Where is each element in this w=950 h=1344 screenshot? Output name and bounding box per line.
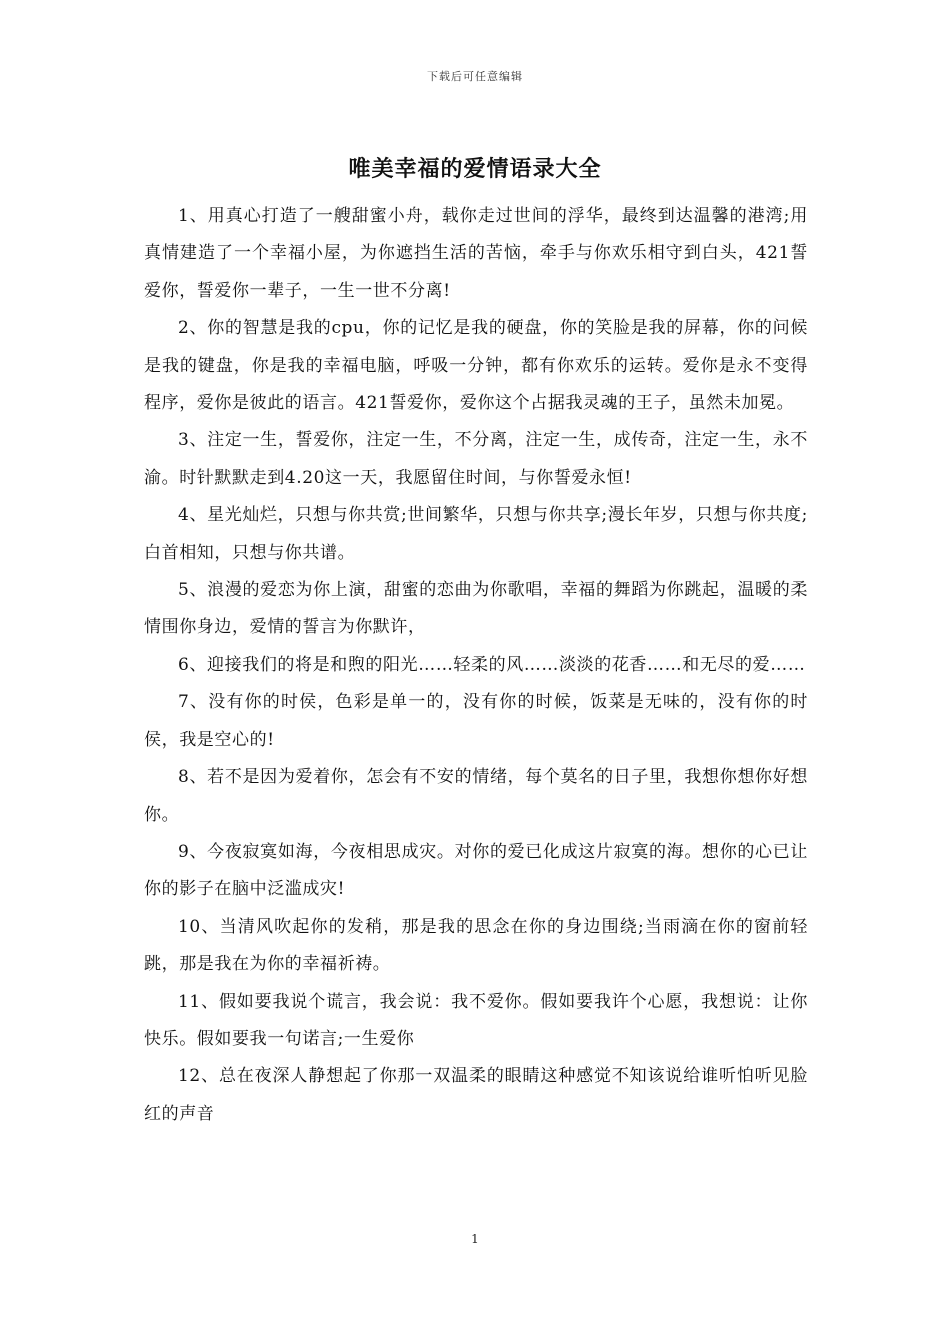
page-number: 1	[471, 1232, 479, 1246]
paragraph-9: 9、今夜寂寞如海，今夜相思成灾。对你的爱已化成这片寂寞的海。想你的心已让你的影子在脑中泛滥成灾!	[144, 841, 808, 900]
paragraph-10: 10、当清风吹起你的发稍，那是我的思念在你的身边围绕;当雨滴在你的窗前轻跳，那是我在为你的幸福祈祷。	[144, 916, 808, 975]
paragraph-3: 3、注定一生，誓爱你，注定一生，不分离，注定一生，成传奇，注定一生，永不渝。时针默默走到4.20这一天，我愿留住时间，与你誓爱永恒!	[144, 430, 808, 488]
paragraph-8: 8、若不是因为爱着你，怎会有不安的情绪，每个莫名的日子里，我想你想你好想你。	[144, 767, 808, 825]
document-title: 唯美幸福的爱情语录大全	[348, 156, 602, 182]
paragraph-7: 7、没有你的时侯，色彩是单一的，没有你的时候，饭菜是无味的，没有你的时侯，我是空心的!	[144, 692, 808, 750]
paragraph-2: 2、你的智慧是我的cpu，你的记忆是我的硬盘，你的笑脸是我的屏幕，你的问候是我的键盘，你是我的幸福电脑，呼吸一分钟，都有你欢乐的运转。爱你是永不变得程序，爱你是彼此的语言。421誓爱你，爱你这个占据我灵魂的王子，虽然未加冕。	[144, 318, 808, 414]
paragraph-6: 6、迎接我们的将是和煦的阳光……轻柔的风……淡淡的花香……和无尽的爱……	[178, 654, 806, 675]
paragraph-11: 11、假如要我说个谎言，我会说：我不爱你。假如要我许个心愿，我想说：让你快乐。假如要我一句诺言;一生爱你	[144, 991, 808, 1049]
paragraph-4: 4、星光灿烂，只想与你共赏;世间繁华，只想与你共享;漫长年岁，只想与你共度;白首相知，只想与你共谱。	[144, 505, 808, 563]
paragraph-5: 5、浪漫的爱恋为你上演，甜蜜的恋曲为你歌唱，幸福的舞蹈为你跳起，温暖的柔情围你身边，爱情的誓言为你默许，	[144, 580, 808, 638]
page-header-note: 下载后可任意编辑	[427, 70, 523, 83]
paragraph-1: 1、用真心打造了一艘甜蜜小舟，载你走过世间的浮华，最终到达温馨的港湾;用真情建造了一个幸福小屋，为你遮挡生活的苦恼，牵手与你欢乐相守到白头，421誓爱你，誓爱你一辈子，一生一世不分离!	[144, 206, 808, 301]
document-body	[144, 198, 808, 1133]
paragraph-12: 12、总在夜深人静想起了你那一双温柔的眼睛这种感觉不知该说给谁听怕听见脸红的声音	[144, 1066, 808, 1124]
